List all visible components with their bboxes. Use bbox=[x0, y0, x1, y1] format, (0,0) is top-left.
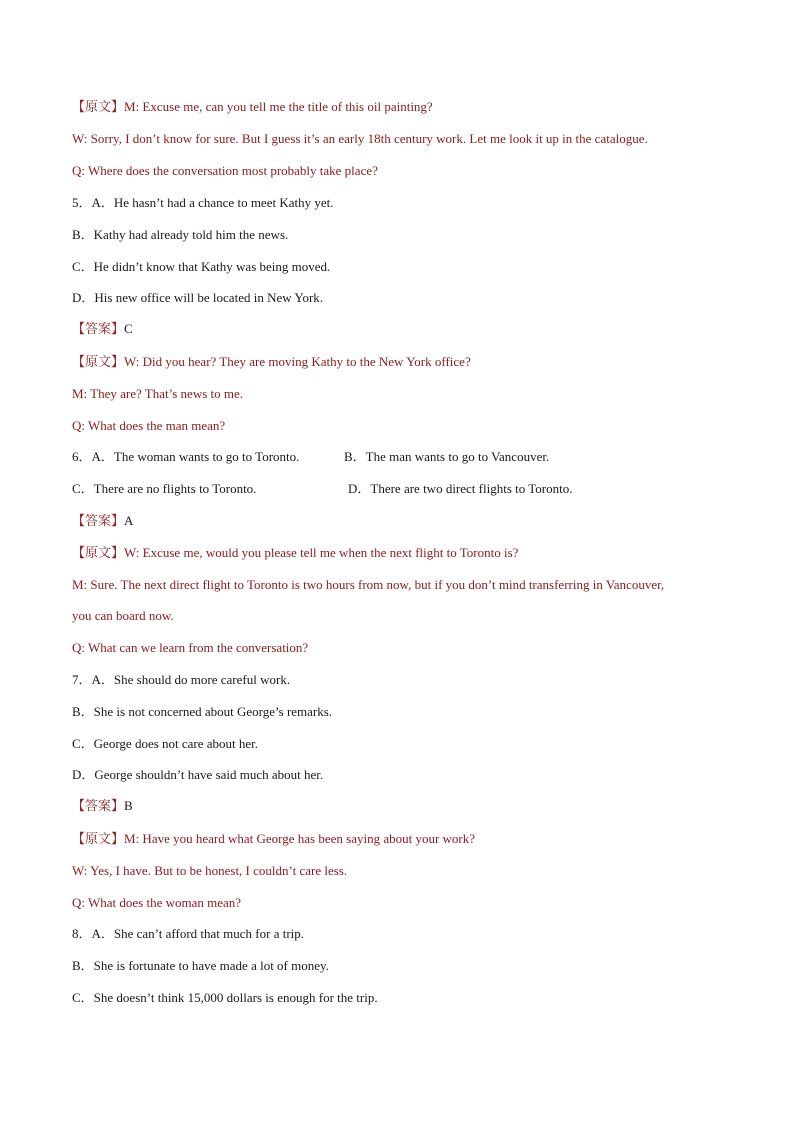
answer-value: A bbox=[124, 513, 134, 528]
transcript-line bbox=[72, 99, 433, 115]
transcript-question: Q: What does the man mean? bbox=[72, 418, 226, 433]
transcript-text: W: Excuse me, would you please tell me when the next flight to Toronto is? bbox=[124, 545, 519, 560]
question-7-option-a: 7．A．She should do more careful work. bbox=[72, 672, 291, 687]
question-7-option-b: B．She is not concerned about George’s remarks. bbox=[72, 704, 333, 719]
question-6-option-c: C．There are no flights to Toronto. bbox=[72, 481, 257, 496]
transcript-line: M: Sure. The next direct flight to Toronto is two hours from now, but if you don’t mind transferring in Vancouver, bbox=[72, 577, 665, 592]
question-8-option-b: B．She is fortunate to have made a lot of money. bbox=[72, 958, 329, 973]
question-8-option-c: C．She doesn’t think 15,000 dollars is enough for the trip. bbox=[72, 990, 378, 1005]
transcript-tag: 【原文】 bbox=[72, 545, 125, 560]
answer-line bbox=[72, 321, 133, 337]
transcript-tag: 【原文】 bbox=[72, 831, 125, 846]
transcript-question: Q: Where does the conversation most probably take place? bbox=[72, 163, 378, 178]
transcript-question: Q: What does the woman mean? bbox=[72, 895, 242, 910]
question-6-option-b: B．The man wants to go to Vancouver. bbox=[344, 449, 550, 464]
question-6-option-a: 6．A．The woman wants to go to Toronto. bbox=[72, 449, 300, 464]
question-6-row-2 bbox=[72, 481, 573, 497]
transcript-line: W: Sorry, I don’t know for sure. But I guess it’s an early 18th century work. Let me look it up in the catalogue. bbox=[72, 131, 648, 146]
answer-tag: 【答案】 bbox=[72, 321, 125, 336]
question-7-option-d: D．George shouldn’t have said much about her. bbox=[72, 767, 324, 782]
question-6-row-1 bbox=[72, 449, 550, 465]
transcript-tag: 【原文】 bbox=[72, 99, 125, 114]
transcript-text: M: Excuse me, can you tell me the title of this oil painting? bbox=[124, 99, 433, 114]
question-5-option-d: D．His new office will be located in New York. bbox=[72, 290, 324, 305]
question-6-option-d: D．There are two direct flights to Toronto. bbox=[348, 481, 573, 496]
answer-line bbox=[72, 513, 133, 529]
transcript-tag: 【原文】 bbox=[72, 354, 125, 369]
answer-value: C bbox=[124, 321, 133, 336]
transcript-line: M: They are? That’s news to me. bbox=[72, 386, 244, 401]
transcript-text: M: Have you heard what George has been saying about your work? bbox=[124, 831, 476, 846]
transcript-line: W: Yes, I have. But to be honest, I couldn’t care less. bbox=[72, 863, 348, 878]
transcript-line bbox=[72, 831, 475, 847]
transcript-line bbox=[72, 545, 518, 561]
answer-tag: 【答案】 bbox=[72, 798, 125, 813]
transcript-text: W: Did you hear? They are moving Kathy to the New York office? bbox=[124, 354, 471, 369]
transcript-line: you can board now. bbox=[72, 608, 174, 623]
question-5-option-b: B．Kathy had already told him the news. bbox=[72, 227, 289, 242]
question-5-option-a: 5．A．He hasn’t had a chance to meet Kathy yet. bbox=[72, 195, 334, 210]
question-5-option-c: C．He didn’t know that Kathy was being moved. bbox=[72, 259, 331, 274]
question-8-option-a: 8．A．She can’t afford that much for a trip. bbox=[72, 926, 305, 941]
transcript-line bbox=[72, 354, 471, 370]
answer-value: B bbox=[124, 798, 133, 813]
question-7-option-c: C．George does not care about her. bbox=[72, 736, 259, 751]
answer-line bbox=[72, 798, 133, 814]
transcript-question: Q: What can we learn from the conversation? bbox=[72, 640, 309, 655]
answer-tag: 【答案】 bbox=[72, 513, 125, 528]
